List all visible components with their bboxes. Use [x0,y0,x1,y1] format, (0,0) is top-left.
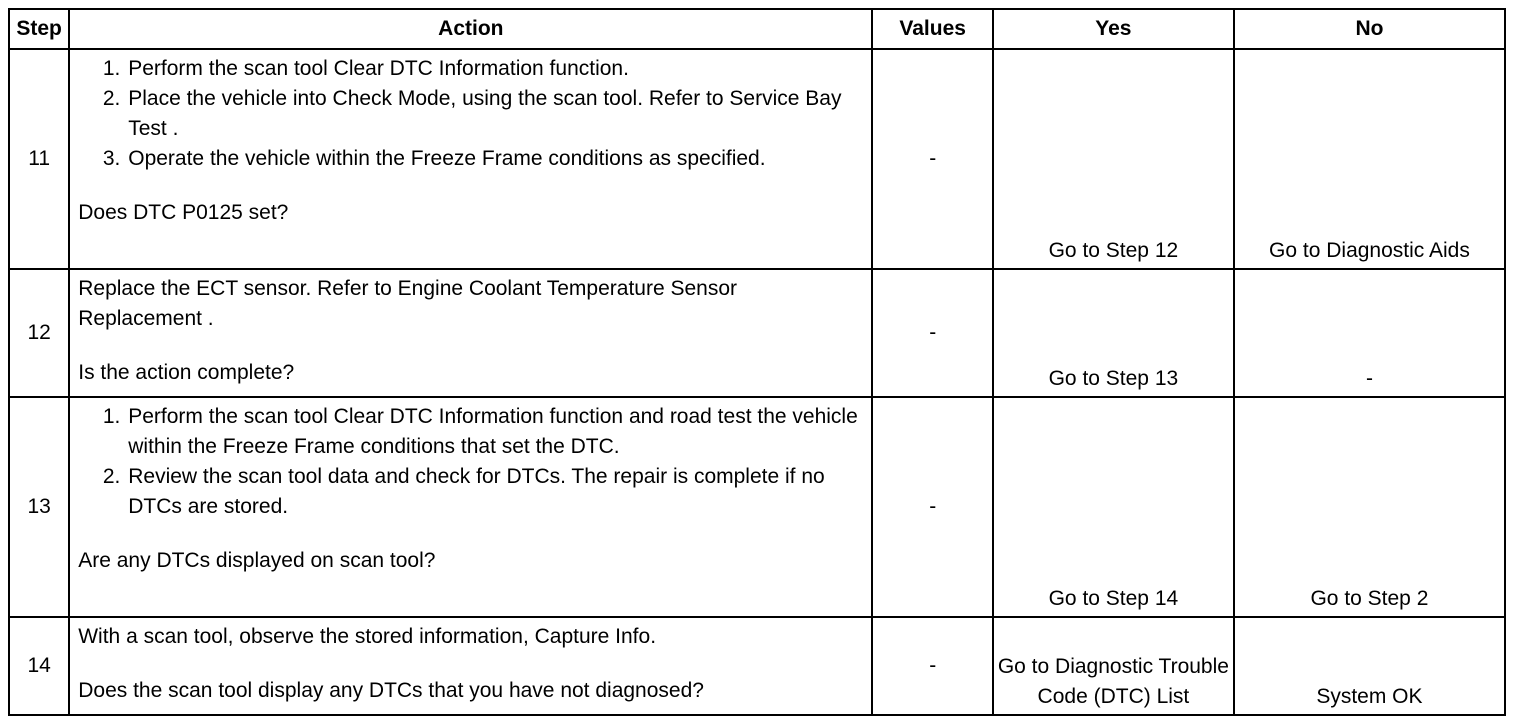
action-cell [69,49,872,269]
header-step: Step [9,9,69,49]
table-row [9,49,1505,269]
no-value: - [1234,269,1505,397]
yes-link[interactable]: Go to Step 12 [993,49,1234,269]
action-question: Does DTC P0125 set? [78,201,289,224]
action-cell [69,269,872,397]
action-text: With a scan tool, observe the stored information, Capture Info. [78,625,657,648]
no-link[interactable]: Go to Step 2 [1234,397,1505,617]
values-cell: - [872,617,992,715]
action-item: 3. Operate the vehicle within the Freeze Frame conditions as specified. [126,144,863,174]
action-item: 2. Review the scan tool data and check for DTCs. The repair is complete if no DTCs are stored. [126,462,863,522]
values-cell: - [872,397,992,617]
header-no: No [1234,9,1505,49]
table-row [9,397,1505,617]
action-list [78,402,863,522]
action-list [78,54,863,174]
values-cell: - [872,49,992,269]
yes-link[interactable]: Go to Step 13 [993,269,1234,397]
action-cell [69,617,872,715]
step-number: 14 [9,617,69,715]
step-number: 12 [9,269,69,397]
header-values: Values [872,9,992,49]
header-yes: Yes [993,9,1234,49]
no-link[interactable]: Go to Diagnostic Aids [1234,49,1505,269]
no-value: System OK [1234,617,1505,715]
action-item: 2. Place the vehicle into Check Mode, using the scan tool. Refer to Service Bay Test . [126,84,863,144]
table-row [9,617,1505,715]
yes-link[interactable]: Go to Diagnostic Trouble Code (DTC) List [993,617,1234,715]
diagnostic-table [8,8,1506,716]
action-question: Does the scan tool display any DTCs that you have not diagnosed? [78,679,704,702]
step-number: 13 [9,397,69,617]
header-row [9,9,1505,49]
action-question: Is the action complete? [78,361,295,384]
table-row [9,269,1505,397]
action-question: Are any DTCs displayed on scan tool? [78,549,436,572]
action-item: 1. Perform the scan tool Clear DTC Information function and road test the vehicle within the Freeze Frame conditions that set the DTC. [126,402,863,462]
values-cell: - [872,269,992,397]
step-number: 11 [9,49,69,269]
header-action: Action [69,9,872,49]
yes-link[interactable]: Go to Step 14 [993,397,1234,617]
action-cell [69,397,872,617]
action-text: Replace the ECT sensor. Refer to Engine Coolant Temperature Sensor Replacement . [78,277,737,330]
action-item: 1. Perform the scan tool Clear DTC Information function. [126,54,863,84]
